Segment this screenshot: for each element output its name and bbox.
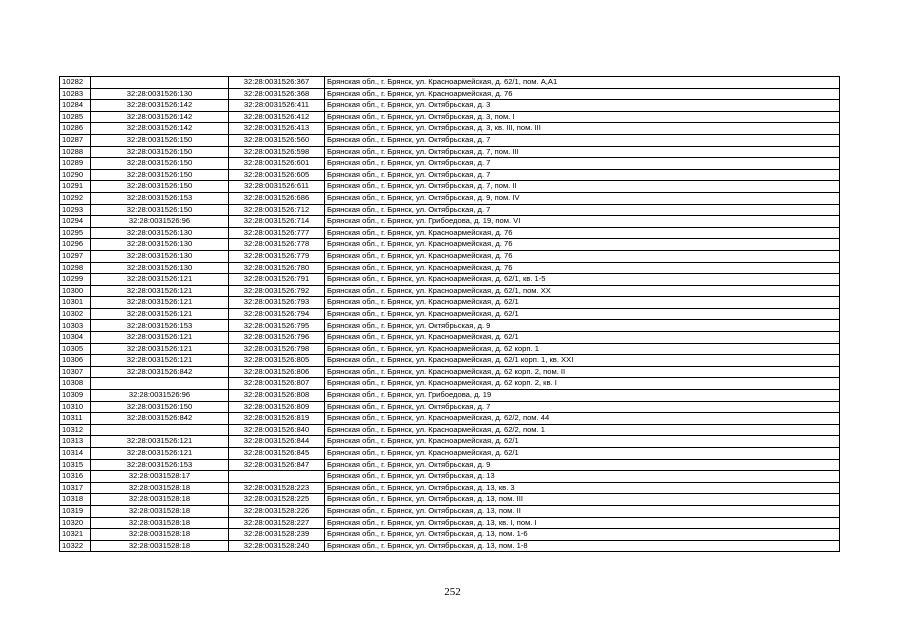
address-cell: Брянская обл., г. Брянск, ул. Октябрьская, д. 13, кв. 3 [325,482,840,494]
cadastral-number-cell: 32:28:0031526:780 [229,262,325,274]
table-row [60,227,840,239]
quarter-cadastral-number-cell: 32:28:0031526:150 [91,146,229,158]
address-cell: Брянская обл., г. Брянск, ул. Красноармейская, д. 76 [325,250,840,262]
row-number-cell: 10287 [60,134,91,146]
quarter-cadastral-number-cell: 32:28:0031528:18 [91,529,229,541]
row-number-cell: 10298 [60,262,91,274]
quarter-cadastral-number-cell: 32:28:0031526:130 [91,262,229,274]
quarter-cadastral-number-cell [91,77,229,89]
cadastral-number-cell: 32:28:0031526:847 [229,459,325,471]
quarter-cadastral-number-cell: 32:28:0031526:153 [91,459,229,471]
address-cell: Брянская обл., г. Брянск, ул. Октябрьская, д. 13, кв. I, пом. I [325,517,840,529]
address-cell: Брянская обл., г. Брянск, ул. Октябрьская, д. 13, пом. III [325,494,840,506]
cadastral-number-cell: 32:28:0031526:805 [229,355,325,367]
property-registry-table [59,76,840,552]
quarter-cadastral-number-cell: 32:28:0031526:142 [91,100,229,112]
quarter-cadastral-number-cell: 32:28:0031528:18 [91,482,229,494]
row-number-cell: 10309 [60,390,91,402]
address-cell: Брянская обл., г. Брянск, ул. Красноармейская, д. 62/2, пом. 1 [325,424,840,436]
cadastral-number-cell [229,471,325,483]
quarter-cadastral-number-cell [91,424,229,436]
row-number-cell: 10299 [60,274,91,286]
quarter-cadastral-number-cell: 32:28:0031526:153 [91,320,229,332]
table-row [60,529,840,541]
cadastral-number-cell: 32:28:0031526:778 [229,239,325,251]
row-number-cell: 10293 [60,204,91,216]
table-row [60,505,840,517]
table-row [60,424,840,436]
quarter-cadastral-number-cell: 32:28:0031526:150 [91,401,229,413]
table-row [60,285,840,297]
row-number-cell: 10305 [60,343,91,355]
quarter-cadastral-number-cell [91,378,229,390]
quarter-cadastral-number-cell: 32:28:0031528:18 [91,505,229,517]
address-cell: Брянская обл., г. Брянск, ул. Красноармейская, д. 62/1 [325,308,840,320]
table-row [60,459,840,471]
quarter-cadastral-number-cell: 32:28:0031526:142 [91,123,229,135]
address-cell: Брянская обл., г. Брянск, ул. Красноармейская, д. 76 [325,227,840,239]
table-row [60,204,840,216]
address-cell: Брянская обл., г. Брянск, ул. Красноармейская, д. 76 [325,239,840,251]
address-cell: Брянская обл., г. Брянск, ул. Октябрьская, д. 7 [325,401,840,413]
row-number-cell: 10308 [60,378,91,390]
table-row [60,239,840,251]
row-number-cell: 10313 [60,436,91,448]
cadastral-number-cell: 32:28:0031526:368 [229,88,325,100]
quarter-cadastral-number-cell: 32:28:0031526:121 [91,285,229,297]
cadastral-number-cell: 32:28:0031526:712 [229,204,325,216]
table-row [60,436,840,448]
quarter-cadastral-number-cell: 32:28:0031526:130 [91,88,229,100]
row-number-cell: 10317 [60,482,91,494]
cadastral-number-cell: 32:28:0031526:779 [229,250,325,262]
quarter-cadastral-number-cell: 32:28:0031528:18 [91,494,229,506]
quarter-cadastral-number-cell: 32:28:0031528:17 [91,471,229,483]
row-number-cell: 10311 [60,413,91,425]
address-cell: Брянская обл., г. Брянск, ул. Октябрьская, д. 9, пом. IV [325,192,840,204]
table-row [60,169,840,181]
cadastral-number-cell: 32:28:0031528:227 [229,517,325,529]
quarter-cadastral-number-cell: 32:28:0031528:18 [91,540,229,552]
row-number-cell: 10300 [60,285,91,297]
cadastral-number-cell: 32:28:0031526:560 [229,134,325,146]
table-row [60,216,840,228]
cadastral-number-cell: 32:28:0031526:412 [229,111,325,123]
address-cell: Брянская обл., г. Брянск, ул. Красноармейская, д. 62/1, кв. 1-5 [325,274,840,286]
address-cell: Брянская обл., г. Брянск, ул. Красноармейская, д. 62 корп. 1 [325,343,840,355]
quarter-cadastral-number-cell: 32:28:0031526:121 [91,297,229,309]
quarter-cadastral-number-cell: 32:28:0031526:121 [91,332,229,344]
row-number-cell: 10318 [60,494,91,506]
cadastral-number-cell: 32:28:0031526:605 [229,169,325,181]
cadastral-number-cell: 32:28:0031526:601 [229,158,325,170]
address-cell: Брянская обл., г. Брянск, ул. Октябрьская, д. 7 [325,169,840,181]
quarter-cadastral-number-cell: 32:28:0031526:130 [91,239,229,251]
address-cell: Брянская обл., г. Брянск, ул. Красноармейская, д. 62/1, пом. XX [325,285,840,297]
quarter-cadastral-number-cell: 32:28:0031526:130 [91,227,229,239]
quarter-cadastral-number-cell: 32:28:0031526:121 [91,448,229,460]
row-number-cell: 10316 [60,471,91,483]
row-number-cell: 10304 [60,332,91,344]
cadastral-number-cell: 32:28:0031528:240 [229,540,325,552]
cadastral-number-cell: 32:28:0031526:840 [229,424,325,436]
address-cell: Брянская обл., г. Брянск, ул. Октябрьская, д. 9 [325,459,840,471]
address-cell: Брянская обл., г. Брянск, ул. Октябрьская, д. 3, пом. I [325,111,840,123]
cadastral-number-cell: 32:28:0031526:714 [229,216,325,228]
row-number-cell: 10294 [60,216,91,228]
table-row [60,332,840,344]
table-row [60,413,840,425]
address-cell: Брянская обл., г. Брянск, ул. Октябрьская, д. 9 [325,320,840,332]
table-row [60,390,840,402]
row-number-cell: 10315 [60,459,91,471]
table-row [60,100,840,112]
address-cell: Брянская обл., г. Брянск, ул. Красноармейская, д. 76 [325,88,840,100]
table-row [60,320,840,332]
table-row [60,250,840,262]
cadastral-number-cell: 32:28:0031526:411 [229,100,325,112]
address-cell: Брянская обл., г. Брянск, ул. Красноармейская, д. 76 [325,262,840,274]
table-row [60,494,840,506]
quarter-cadastral-number-cell: 32:28:0031526:96 [91,216,229,228]
row-number-cell: 10302 [60,308,91,320]
table-row [60,111,840,123]
table-row [60,262,840,274]
address-cell: Брянская обл., г. Брянск, ул. Октябрьская, д. 7 [325,204,840,216]
address-cell: Брянская обл., г. Брянск, ул. Красноармейская, д. 62 корп. 2, кв. I [325,378,840,390]
cadastral-number-cell: 32:28:0031528:239 [229,529,325,541]
row-number-cell: 10282 [60,77,91,89]
address-cell: Брянская обл., г. Брянск, ул. Красноармейская, д. 62/2, пом. 44 [325,413,840,425]
cadastral-number-cell: 32:28:0031526:598 [229,146,325,158]
cadastral-number-cell: 32:28:0031528:225 [229,494,325,506]
table-row [60,297,840,309]
address-cell: Брянская обл., г. Брянск, ул. Октябрьская, д. 7, пом. II [325,181,840,193]
row-number-cell: 10301 [60,297,91,309]
row-number-cell: 10290 [60,169,91,181]
cadastral-number-cell: 32:28:0031526:611 [229,181,325,193]
cadastral-number-cell: 32:28:0031526:845 [229,448,325,460]
cadastral-number-cell: 32:28:0031526:791 [229,274,325,286]
table-row [60,378,840,390]
quarter-cadastral-number-cell: 32:28:0031526:130 [91,250,229,262]
table-row [60,77,840,89]
row-number-cell: 10320 [60,517,91,529]
address-cell: Брянская обл., г. Брянск, ул. Красноармейская, д. 62/1, пом. А,А1 [325,77,840,89]
cadastral-number-cell: 32:28:0031528:226 [229,505,325,517]
cadastral-number-cell: 32:28:0031526:792 [229,285,325,297]
row-number-cell: 10288 [60,146,91,158]
address-cell: Брянская обл., г. Брянск, ул. Октябрьская, д. 3 [325,100,840,112]
row-number-cell: 10307 [60,366,91,378]
quarter-cadastral-number-cell: 32:28:0031528:18 [91,517,229,529]
cadastral-number-cell: 32:28:0031526:795 [229,320,325,332]
table-row [60,192,840,204]
table-row [60,471,840,483]
row-number-cell: 10284 [60,100,91,112]
row-number-cell: 10296 [60,239,91,251]
table-row [60,146,840,158]
address-cell: Брянская обл., г. Брянск, ул. Октябрьская, д. 7 [325,134,840,146]
cadastral-number-cell: 32:28:0031526:777 [229,227,325,239]
row-number-cell: 10314 [60,448,91,460]
quarter-cadastral-number-cell: 32:28:0031526:121 [91,274,229,286]
table-row [60,355,840,367]
quarter-cadastral-number-cell: 32:28:0031526:142 [91,111,229,123]
quarter-cadastral-number-cell: 32:28:0031526:121 [91,308,229,320]
cadastral-number-cell: 32:28:0031526:806 [229,366,325,378]
row-number-cell: 10312 [60,424,91,436]
cadastral-number-cell: 32:28:0031526:819 [229,413,325,425]
address-cell: Брянская обл., г. Брянск, ул. Октябрьская, д. 13 [325,471,840,483]
cadastral-number-cell: 32:28:0031526:796 [229,332,325,344]
table-body [60,77,840,552]
quarter-cadastral-number-cell: 32:28:0031526:150 [91,204,229,216]
cadastral-number-cell: 32:28:0031528:223 [229,482,325,494]
row-number-cell: 10319 [60,505,91,517]
address-cell: Брянская обл., г. Брянск, ул. Красноармейская, д. 62/1 [325,436,840,448]
cadastral-number-cell: 32:28:0031526:809 [229,401,325,413]
quarter-cadastral-number-cell: 32:28:0031526:121 [91,343,229,355]
cadastral-number-cell: 32:28:0031526:844 [229,436,325,448]
table-row [60,517,840,529]
table-row [60,158,840,170]
address-cell: Брянская обл., г. Брянск, ул. Красноармейская, д. 62/1 корп. 1, кв. XXI [325,355,840,367]
table-row [60,366,840,378]
quarter-cadastral-number-cell: 32:28:0031526:153 [91,192,229,204]
quarter-cadastral-number-cell: 32:28:0031526:150 [91,181,229,193]
address-cell: Брянская обл., г. Брянск, ул. Красноармейская, д. 62/1 [325,332,840,344]
cadastral-number-cell: 32:28:0031526:798 [229,343,325,355]
address-cell: Брянская обл., г. Брянск, ул. Октябрьская, д. 3, кв. III, пом. III [325,123,840,135]
row-number-cell: 10291 [60,181,91,193]
address-cell: Брянская обл., г. Брянск, ул. Красноармейская, д. 62/1 [325,448,840,460]
cadastral-number-cell: 32:28:0031526:793 [229,297,325,309]
row-number-cell: 10297 [60,250,91,262]
quarter-cadastral-number-cell: 32:28:0031526:121 [91,436,229,448]
table-row [60,181,840,193]
cadastral-number-cell: 32:28:0031526:686 [229,192,325,204]
cadastral-number-cell: 32:28:0031526:807 [229,378,325,390]
quarter-cadastral-number-cell: 32:28:0031526:121 [91,355,229,367]
row-number-cell: 10306 [60,355,91,367]
page-number: 252 [444,586,461,598]
row-number-cell: 10289 [60,158,91,170]
quarter-cadastral-number-cell: 32:28:0031526:150 [91,158,229,170]
table-row [60,401,840,413]
row-number-cell: 10321 [60,529,91,541]
quarter-cadastral-number-cell: 32:28:0031526:96 [91,390,229,402]
table-row [60,274,840,286]
address-cell: Брянская обл., г. Брянск, ул. Октябрьская, д. 7 [325,158,840,170]
table-row [60,343,840,355]
address-cell: Брянская обл., г. Брянск, ул. Октябрьская, д. 13, пом. 1-8 [325,540,840,552]
address-cell: Брянская обл., г. Брянск, ул. Красноармейская, д. 62/1 [325,297,840,309]
table-row [60,482,840,494]
quarter-cadastral-number-cell: 32:28:0031526:150 [91,134,229,146]
cadastral-number-cell: 32:28:0031526:367 [229,77,325,89]
quarter-cadastral-number-cell: 32:28:0031526:842 [91,366,229,378]
row-number-cell: 10295 [60,227,91,239]
address-cell: Брянская обл., г. Брянск, ул. Октябрьская, д. 7, пом. III [325,146,840,158]
row-number-cell: 10292 [60,192,91,204]
cadastral-number-cell: 32:28:0031526:808 [229,390,325,402]
row-number-cell: 10283 [60,88,91,100]
cadastral-number-cell: 32:28:0031526:413 [229,123,325,135]
address-cell: Брянская обл., г. Брянск, ул. Красноармейская, д. 62 корп. 2, пом. II [325,366,840,378]
table-row [60,88,840,100]
address-cell: Брянская обл., г. Брянск, ул. Октябрьская, д. 13, пом. II [325,505,840,517]
table-row [60,308,840,320]
row-number-cell: 10322 [60,540,91,552]
row-number-cell: 10310 [60,401,91,413]
quarter-cadastral-number-cell: 32:28:0031526:842 [91,413,229,425]
table-row [60,540,840,552]
table-row [60,123,840,135]
row-number-cell: 10285 [60,111,91,123]
row-number-cell: 10303 [60,320,91,332]
address-cell: Брянская обл., г. Брянск, ул. Грибоедова, д. 19 [325,390,840,402]
address-cell: Брянская обл., г. Брянск, ул. Грибоедова, д. 19, пом. VI [325,216,840,228]
table-row [60,134,840,146]
row-number-cell: 10286 [60,123,91,135]
address-cell: Брянская обл., г. Брянск, ул. Октябрьская, д. 13, пом. 1-6 [325,529,840,541]
cadastral-number-cell: 32:28:0031526:794 [229,308,325,320]
quarter-cadastral-number-cell: 32:28:0031526:150 [91,169,229,181]
table-row [60,448,840,460]
